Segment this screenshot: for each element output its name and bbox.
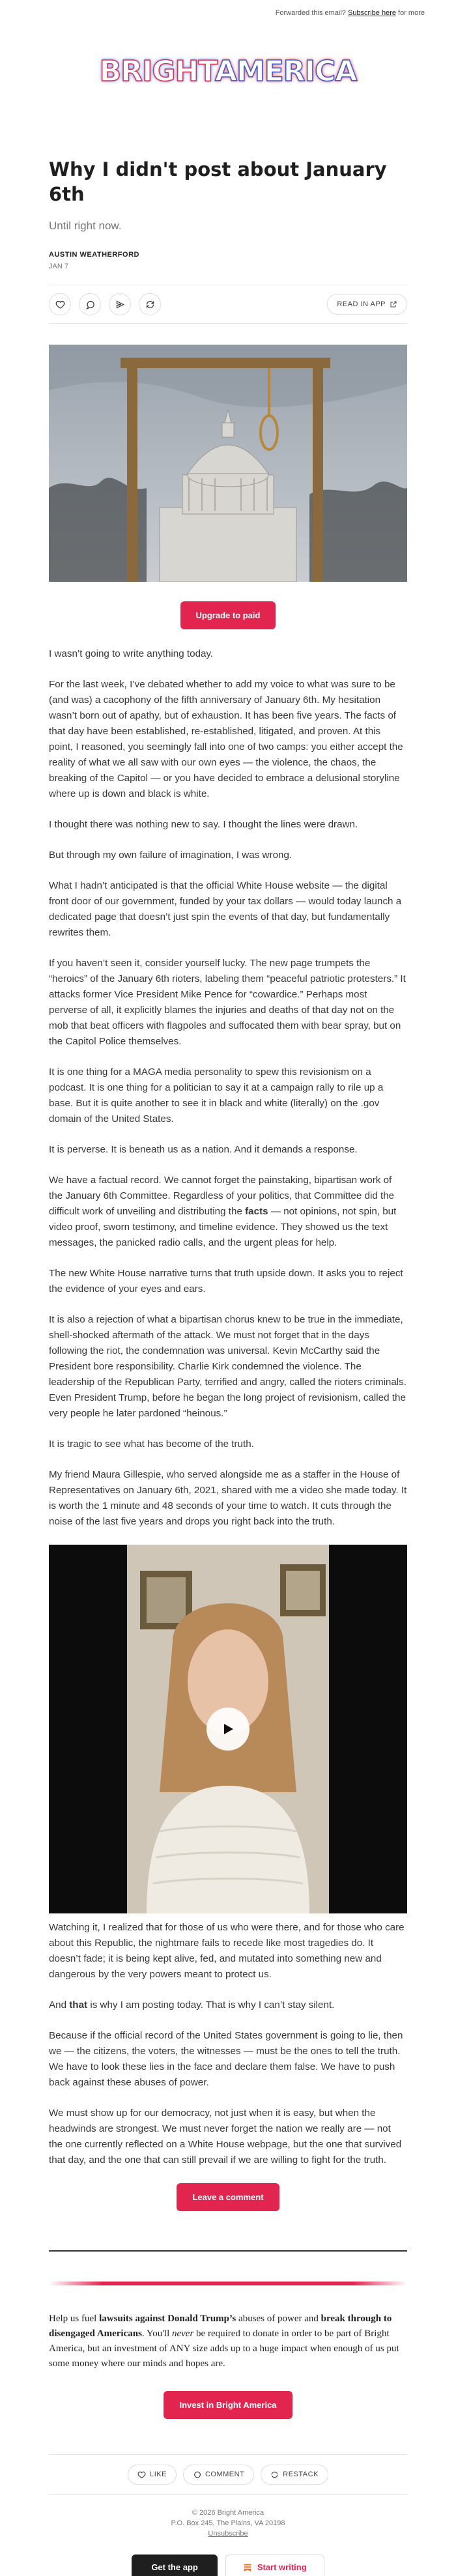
comment-icon <box>85 300 95 309</box>
promo-text-2: abuses of power and <box>236 2313 321 2324</box>
footer-restack-button[interactable] <box>261 2465 328 2485</box>
footer-like-button[interactable] <box>128 2465 177 2485</box>
capitol-gallows-image <box>49 345 407 582</box>
read-in-app-button[interactable] <box>327 294 407 315</box>
forward-suffix: for more <box>395 9 425 17</box>
comment-icon <box>193 2470 201 2479</box>
paragraph: I thought there was nothing new to say. I thought the lines were drawn. <box>49 819 358 830</box>
paragraph: It is also a rejection of what a bipartisan chorus knew to be true in the immediate, shell-shocked aftermath of the attack. We must not forget that in the days following the riot, the condemnation was universal. Kevin McCarthy said the President bore responsibility. Charlie Kirk condemned the violence. The leadership of the Republican Party, terrified and angry, called the rioters criminals. Even President Trump, before he began the long project of revisionism, called the very people he later pardoned “heinous.” <box>49 1314 406 1419</box>
play-button[interactable] <box>207 1708 249 1751</box>
logo-bright: BRIGHT <box>99 55 215 88</box>
post-body-continued <box>49 1920 407 2168</box>
paragraph: My friend Maura Gillespie, who served alongside me as a staffer in the House of Representatives on January 6th, 2021, shared with me a video she made today. It is worth the 1 minute and 48 seconds of your time to watch. It cuts through the noise of the last five years and drops you right back into the truth. <box>49 1469 407 1527</box>
address: P.O. Box 245, The Plains, VA 20198 <box>171 2519 285 2527</box>
paragraph: It is tragic to see what has become of the truth. <box>49 1438 254 1450</box>
paragraph: It is one thing for a MAGA media personality to spew this revisionism on a podcast. It is one thing for a politician to say it at a campaign rally to rile up a base. But it is quite another to see it in black and white (literally) on the .gov domain of the United States. <box>49 1066 384 1124</box>
paragraph: It is perverse. It is beneath us as a nation. And it demands a response. <box>49 1144 358 1155</box>
post-title[interactable]: Why I didn't post about January 6th <box>49 158 387 205</box>
promo-text <box>49 2311 407 2371</box>
promo-italic: never <box>171 2328 194 2339</box>
paragraph: For the last week, I’ve debated whether to add my voice to what was sure to be (and was) a cacophony of the fifth anniversary of January 6th. My hesitation wasn’t born out of apathy, but of exhaustion. It has been five years. The facts of that day have been established, re-established, litigated, and proven. At this point, I reasoned, you seemingly fall into one of two camps: you either accept the reality of what we all saw with our own eyes — the violence, the chaos, the breaking of the Capitol — or you have decided to embrace a delusional storyline where up is down and black is white. <box>49 679 403 799</box>
start-writing-label: Start writing <box>257 2562 307 2572</box>
video-embed[interactable] <box>49 1545 407 1913</box>
restack-icon <box>145 300 155 309</box>
like-label: LIKE <box>150 2470 167 2478</box>
paragraph: Watching it, I realized that for those of us who were there, and for those who care about this Republic, the nightmare fails to recede like most tragedies do. It doesn’t fade; it is being kept alive, fed, and mutated into something new and dangerous by the very powers meant to protect us. <box>49 1922 405 1980</box>
red-divider <box>49 2282 407 2285</box>
paragraph: And that is why I am posting today. That is why I can’t stay silent. <box>49 1999 335 2011</box>
emphasis: facts <box>245 1206 268 1217</box>
publication-logo[interactable] <box>0 55 456 94</box>
author-name[interactable]: AUSTIN WEATHERFORD <box>49 251 139 259</box>
like-button[interactable] <box>49 293 71 315</box>
paragraph: We have a factual record. We cannot forget the painstaking, bipartisan work of the January 6th Committee. Regardless of your politics, that Committee did the difficult work of unveiling and distributing the facts — not opinions, not spin, but video proof, sworn testimony, and timeline evidence. They showed us the text messages, the panicked radio calls, and the urgent pleas for help. <box>49 1175 397 1248</box>
footer-comment-button[interactable] <box>183 2465 254 2485</box>
post-body <box>49 646 407 1530</box>
divider <box>49 2250 407 2252</box>
unsubscribe-link[interactable] <box>49 2528 407 2539</box>
leave-comment-button[interactable]: Leave a comment <box>177 2183 279 2211</box>
promo-text-1: Help us fuel <box>49 2313 100 2324</box>
comment-label: COMMENT <box>205 2470 245 2478</box>
comment-button[interactable] <box>79 293 101 315</box>
play-icon <box>220 1721 236 1737</box>
heart-icon <box>137 2470 146 2479</box>
heart-icon <box>55 300 65 309</box>
external-link-icon <box>390 300 397 308</box>
paragraph: We must show up for our democracy, not just when it is easy, but when the headwinds are strongest. We must never forget the nation we really are — not the one currently reflected on a White House webpage, but the one that survived that day, and the one that can still prevail if we are willing to fight for the truth. <box>49 2108 402 2166</box>
restack-icon <box>270 2470 279 2479</box>
promo-text-4: be required to donate in order to be part of Bright America, but an investment of ANY size adds up to a huge impact when enough of us put some money where our minds and hopes are. <box>49 2328 399 2369</box>
read-in-app-label: READ IN APP <box>337 300 386 308</box>
post-subtitle: Until right now. <box>49 220 122 232</box>
paragraph: I wasn’t going to write anything today. <box>49 648 214 659</box>
post-action-bar <box>49 285 407 324</box>
footer-action-bar <box>49 2454 407 2495</box>
post-date: JAN 7 <box>49 263 68 270</box>
promo-bold-2: break through to disengaged Americans <box>49 2313 392 2339</box>
forward-banner <box>0 0 456 22</box>
subscribe-link[interactable]: Subscribe here <box>347 9 396 17</box>
substack-icon <box>243 2563 252 2572</box>
logo-america: AMERICA <box>214 55 357 88</box>
paragraph: But through my own failure of imagination, I was wrong. <box>49 850 292 861</box>
promo-text-3: . You'll <box>141 2328 172 2339</box>
paragraph: The new White House narrative turns that truth upside down. It asks you to reject the evidence of your eyes and ears. <box>49 1268 403 1295</box>
invest-button[interactable]: Invest in Bright America <box>164 2391 292 2419</box>
footer <box>49 2508 407 2539</box>
hero-image[interactable] <box>49 345 407 582</box>
start-writing-button[interactable] <box>225 2555 324 2576</box>
share-button[interactable] <box>109 293 131 315</box>
unsubscribe-label: Unsubscribe <box>208 2530 248 2538</box>
restack-button[interactable] <box>139 293 161 315</box>
share-icon <box>115 300 125 309</box>
app-buttons <box>49 2555 407 2576</box>
emphasis: that <box>69 1999 88 2011</box>
promo-bold-1: lawsuits against Donald Trump’s <box>99 2313 236 2324</box>
restack-label: RESTACK <box>283 2470 319 2478</box>
paragraph: Because if the official record of the United States government is going to lie, then we — the citizens, the voters, the witnesses — must be the ones to tell the truth. We have to look these lies in the face and declare them false. We have to push back against these abuses of power. <box>49 2030 403 2088</box>
forward-text: Forwarded this email? <box>275 9 348 17</box>
paragraph: If you haven’t seen it, consider yourself lucky. The new page trumpets the “heroics” of the January 6th rioters, labeling them “peaceful patriotic protesters.” It attacks former Vice President Mike Pence for “cowardice.” Perhaps most perverse of all, it explicitly blames the injuries and deaths of that day not on the mob that beat officers with flagpoles and suffocated them with bear spray, but on the Capitol Police themselves. <box>49 958 406 1047</box>
paragraph: What I hadn’t anticipated is that the official White House website — the digital front door of our government, funded by your tax dollars — would today launch a dedicated page that doesn’t just spin the events of that day, but fundamentally rewrites them. <box>49 880 402 938</box>
upgrade-button[interactable]: Upgrade to paid <box>180 601 276 629</box>
copyright: © 2026 Bright America <box>192 2509 264 2517</box>
get-the-app-button[interactable]: Get the app <box>132 2555 218 2576</box>
